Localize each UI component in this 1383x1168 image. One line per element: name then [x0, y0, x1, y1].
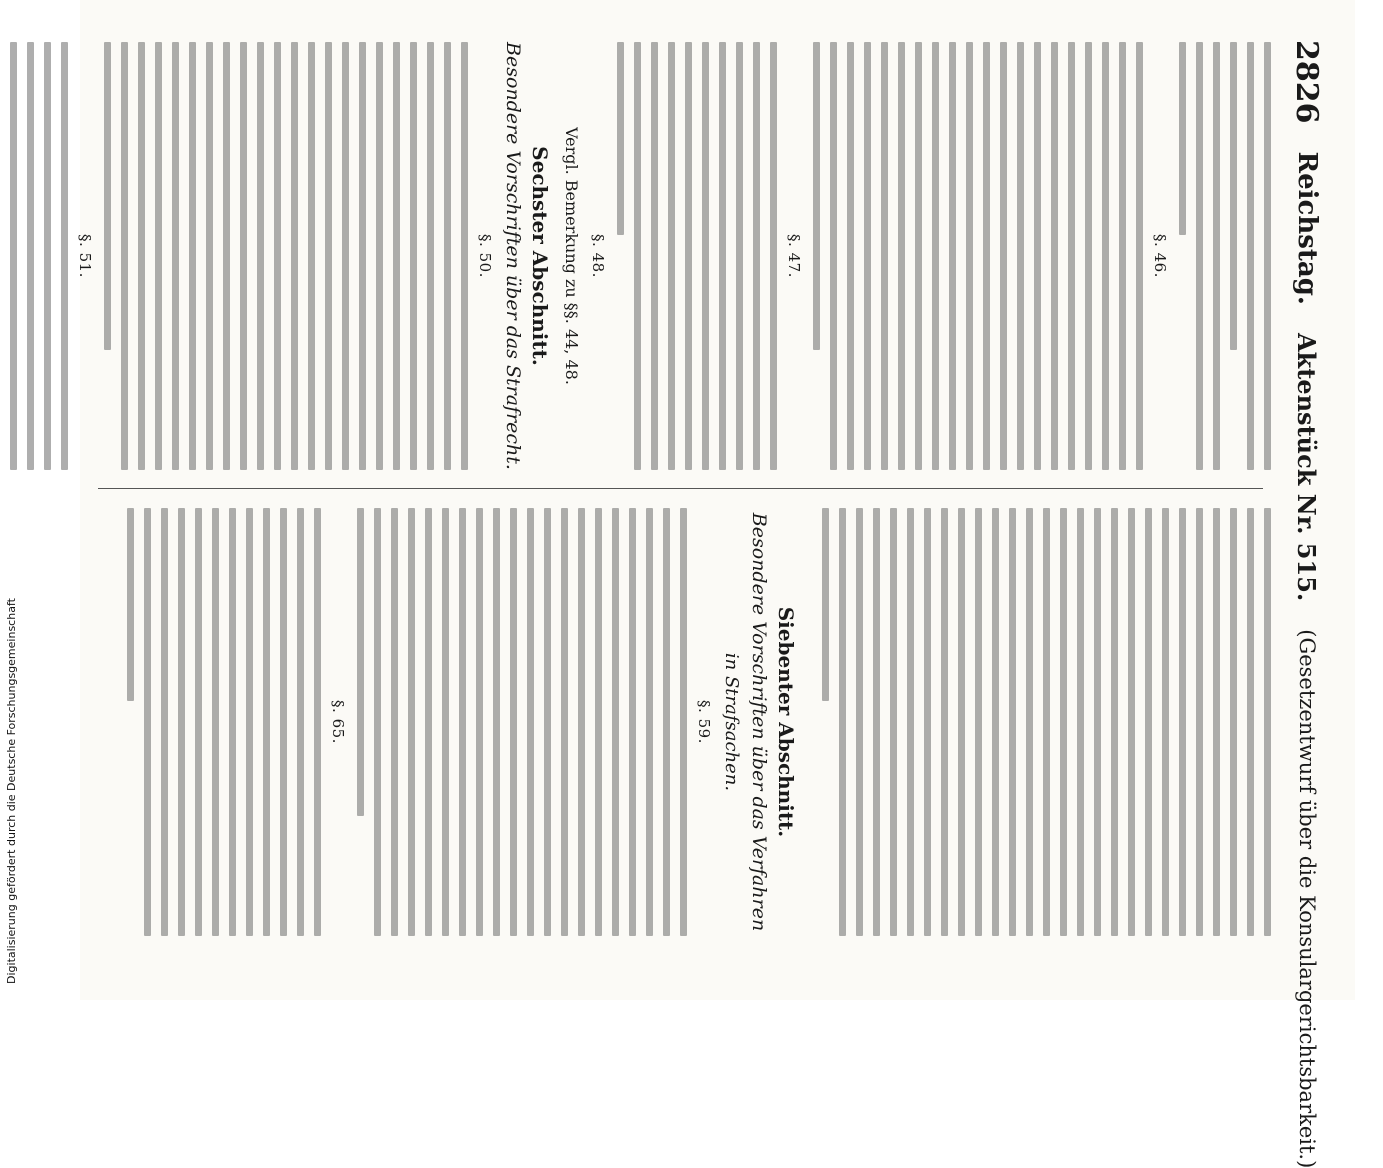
section-48-reference: Vergl. Bemerkung zu §§. 44, 48.	[562, 127, 581, 385]
document-subject: (Gesetzentwurf über die Konsulargerichtsbarkeit.)	[1295, 629, 1319, 1168]
running-header	[1287, 40, 1327, 1168]
rotated-page	[76, 0, 1355, 1168]
section-48: §. 48.	[589, 234, 607, 278]
section-47: §. 47.	[785, 234, 803, 278]
part-6-heading: Sechster Abschnitt.	[528, 146, 552, 366]
document-sheet	[76, 0, 1355, 1168]
section-46: §. 46.	[1151, 234, 1169, 278]
section-59: §. 59.	[695, 700, 713, 744]
digitization-credit	[6, 4, 20, 984]
left-column	[76, 42, 1271, 470]
section-51: §. 51.	[76, 234, 94, 278]
part-6-subheading: Besondere Vorschriften über das Strafrecht.	[502, 42, 524, 470]
document-number: Aktenstück Nr. 515.	[1292, 333, 1322, 602]
part-7-subheading-2: in Strafsachen.	[721, 652, 742, 792]
column-divider	[98, 488, 1263, 489]
section-50: §. 50.	[476, 234, 494, 278]
right-column	[90, 508, 1271, 936]
publication-name: Reichstag.	[1292, 151, 1322, 305]
part-7-heading: Siebenter Abschnitt.	[774, 606, 798, 838]
credit-text: Digitalisierung gefördert durch die Deutsche Forschungsgemeinschaft	[5, 598, 18, 984]
page-number: 2826	[1289, 40, 1325, 124]
section-65: §. 65.	[329, 700, 347, 744]
part-7-subheading: Besondere Vorschriften über das Verfahren	[748, 512, 770, 932]
